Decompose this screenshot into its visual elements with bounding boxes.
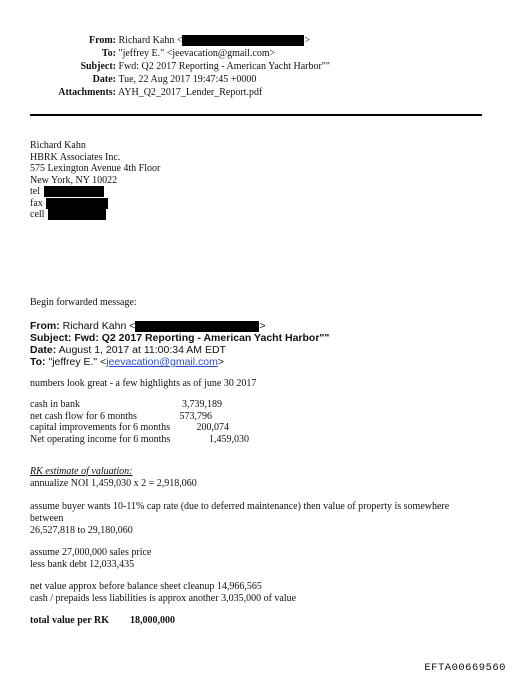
redaction-block xyxy=(46,198,108,209)
bates-number: EFTA00669560 xyxy=(424,662,506,674)
redaction-block xyxy=(135,321,259,332)
header-subject-value: Fwd: Q2 2017 Reporting - American Yacht Harbor"" xyxy=(118,61,330,72)
cap-rate-line1: assume buyer wants 10-11% cap rate (due to deferred maintenance) then value of property is somewhere xyxy=(30,501,450,512)
header-to-row xyxy=(42,47,275,60)
cap-rate-line2: between xyxy=(30,513,64,524)
signature-address1: 575 Lexington Avenue 4th Floor xyxy=(30,163,161,174)
total-value-amount: 18,000,000 xyxy=(129,615,175,626)
forwarded-subject-label: Subject: xyxy=(30,332,72,344)
figure-value: 1,459,030 xyxy=(209,433,249,445)
figures-row xyxy=(30,433,249,446)
annualize-line: annualize NOI 1,459,030 x 2 = 2,918,060 xyxy=(30,478,197,489)
signature-name: Richard Kahn xyxy=(30,140,86,151)
cash-prepaids-line: cash / prepaids less liabilities is approx another 3,035,000 of value xyxy=(30,593,297,604)
net-value-line: net value approx before balance sheet cleanup 14,966,565 xyxy=(30,581,262,592)
signature-cell-row xyxy=(30,209,106,221)
forwarded-to-name: "jeffrey E." < xyxy=(48,356,107,368)
header-date-value: Tue, 22 Aug 2017 19:47:45 +0000 xyxy=(118,74,257,85)
signature-fax-label: fax xyxy=(30,197,43,209)
header-attachments-label: Attachments: xyxy=(58,87,116,98)
redaction-block xyxy=(44,186,104,197)
redaction-block xyxy=(182,35,304,46)
forwarded-date-row xyxy=(30,344,226,356)
signature-tel-label: tel xyxy=(30,186,40,197)
forwarded-to-suffix: > xyxy=(217,356,224,368)
figures-row xyxy=(30,399,230,411)
header-subject-row xyxy=(42,60,330,73)
figure-label: Net operating income for 6 months xyxy=(30,433,171,445)
bank-debt-line: less bank debt 12,033,435 xyxy=(30,559,135,570)
header-date-row xyxy=(42,73,256,86)
figures-table xyxy=(30,399,249,445)
forwarded-subject-row xyxy=(30,332,329,344)
figure-label: capital improvements for 6 months xyxy=(30,422,170,433)
forwarded-from-row xyxy=(30,320,265,332)
header-subject-label: Subject: xyxy=(80,61,116,72)
sales-price-line: assume 27,000,000 sales price xyxy=(30,547,152,558)
forwarded-date-value: August 1, 2017 at 11:00:34 AM EDT xyxy=(58,344,226,356)
forwarded-from-label: From: xyxy=(30,320,60,332)
figures-row xyxy=(30,422,230,434)
figures-row xyxy=(30,411,230,423)
forwarded-date-label: Date: xyxy=(30,344,57,356)
header-divider xyxy=(30,114,482,116)
redaction-block xyxy=(48,209,106,220)
figure-value: 573,796 xyxy=(179,410,212,422)
value-range: 26,527,818 to 29,180,060 xyxy=(30,525,133,536)
signature-company: HBRK Associates Inc. xyxy=(30,151,121,163)
total-value-row xyxy=(30,615,175,627)
forwarded-to-label: To: xyxy=(30,356,46,368)
figure-label: net cash flow for 6 months xyxy=(30,410,137,422)
header-attachments-value[interactable]: AYH_Q2_2017_Lender_Report.pdf xyxy=(117,87,263,98)
figure-value: 200,074 xyxy=(196,422,229,433)
figure-value: 3,739,189 xyxy=(182,399,222,410)
forwarded-from-value: Richard Kahn < xyxy=(62,320,136,332)
signature-cell-label: cell xyxy=(30,209,45,220)
valuation-heading: RK estimate of valuation: xyxy=(30,466,133,477)
forwarded-intro: Begin forwarded message: xyxy=(30,297,137,308)
header-from-value: Richard Kahn < xyxy=(118,35,183,46)
forwarded-to-email-link[interactable]: jeevacation@gmail.com xyxy=(106,356,218,368)
header-to-value: "jeffrey E." <jeevacation@gmail.com> xyxy=(118,48,276,59)
forwarded-subject-value: Fwd: Q2 2017 Reporting - American Yacht Harbor"" xyxy=(74,332,330,344)
signature-address2: New York, NY 10022 xyxy=(30,174,118,186)
figure-label: cash in bank xyxy=(30,399,80,410)
forwarded-to-row xyxy=(30,356,224,368)
header-to-label: To: xyxy=(101,48,116,59)
header-from-suffix: > xyxy=(304,35,311,46)
signature-fax-row xyxy=(30,198,108,210)
header-date-label: Date: xyxy=(92,74,116,85)
highlights-intro: numbers look great - a few highlights as of june 30 2017 xyxy=(30,378,257,389)
forwarded-from-suffix: > xyxy=(259,320,266,332)
header-from-label: From: xyxy=(88,35,116,46)
header-from-row xyxy=(42,34,310,47)
header-attachments-row xyxy=(42,86,262,99)
total-value-label: total value per RK xyxy=(30,615,109,626)
signature-tel-row xyxy=(30,186,104,198)
